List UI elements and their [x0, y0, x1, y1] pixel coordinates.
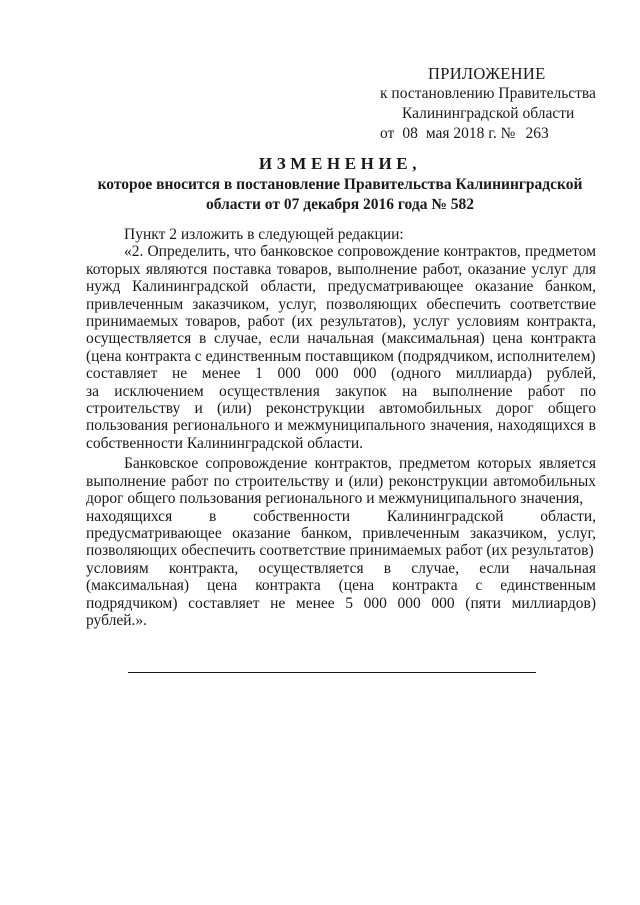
paragraph-road-contracts-condition-line: условиям контракта, осуществляется в случае, если начальная [86, 559, 596, 577]
document-body [86, 226, 596, 629]
paragraph-clause-2-amount-line: составляет не менее 1 000 000 000 (одного миллиарда) рублей, [86, 365, 596, 383]
appendix-title: ПРИЛОЖЕНИЕ [428, 64, 546, 83]
paragraph-road-contracts-ownership-line: находящихся в собственности Калининградской области, [86, 507, 596, 525]
amendment-subtitle-line-1: которое вносится в постановление Правительства Калининградской [97, 176, 583, 193]
paragraph-road-contracts-middle: предусматривающее оказание банком, привлеченным заказчиком, услуг, позволяющих обеспечить соответствие принимаемых работ (их результатов) [86, 524, 596, 560]
paragraph-clause-2-exception-line: за исключением осуществления закупок на выполнение работ по [86, 382, 596, 400]
date-day: 08 [402, 125, 418, 142]
amendment-title: ИЗМЕНЕНИЕ, [258, 154, 422, 173]
amendment-subtitle-line-2: области от 07 декабря 2016 года № 582 [205, 196, 475, 213]
appendix-date-line [376, 124, 616, 144]
date-prefix: от [380, 125, 395, 142]
intro-paragraph: Пункт 2 изложить в следующей редакции: [124, 226, 404, 243]
date-month-year: мая 2018 г. [425, 125, 497, 142]
paragraph-clause-2 [86, 243, 596, 452]
paragraph-road-contracts [86, 455, 596, 629]
paragraph-clause-2-start: «2. Определить, что банковское сопровождение контрактов, предметом которых являются поставка товаров, выполнение работ, оказание услуг для нужд Калининградской области, предусматривающее оказание банком, привлеченным заказчиком, услуг, позволяющих обеспечить соответствие принимаемых товаров, работ (их результатов), услуг условиям контракта, осуществляется в случае, если начальная (максимальная) цена контракта (цена контракта с единственным поставщиком (подрядчиком, исполнителем) [86, 243, 596, 365]
paragraph-road-contracts-price-line: (максимальная) цена контракта (цена контракта с единственным [86, 577, 596, 595]
number-sign: № [500, 125, 516, 142]
appendix-line-region: Калининградской области [402, 105, 575, 122]
appendix-block [376, 64, 616, 144]
appendix-line-resolution: к постановлению Правительства [380, 85, 596, 102]
closing-divider-line [128, 672, 536, 673]
paragraph-road-contracts-end: подрядчиком) составляет не менее 5 000 000 000 (пяти миллиардов) рублей.». [86, 594, 596, 629]
paragraph-clause-2-end: строительству и (или) реконструкции автомобильных дорог общего пользования регионального и межмуниципального значения, находящихся в собственности Калининградской области. [86, 400, 596, 452]
paragraph-road-contracts-start: Банковское сопровождение контрактов, предметом которых является выполнение работ по строительству и (или) реконструкции автомобильных дорог общего пользования регионального и межмуниципального значения, [86, 455, 596, 508]
document-number: 263 [525, 125, 549, 142]
amendment-heading [90, 153, 590, 215]
